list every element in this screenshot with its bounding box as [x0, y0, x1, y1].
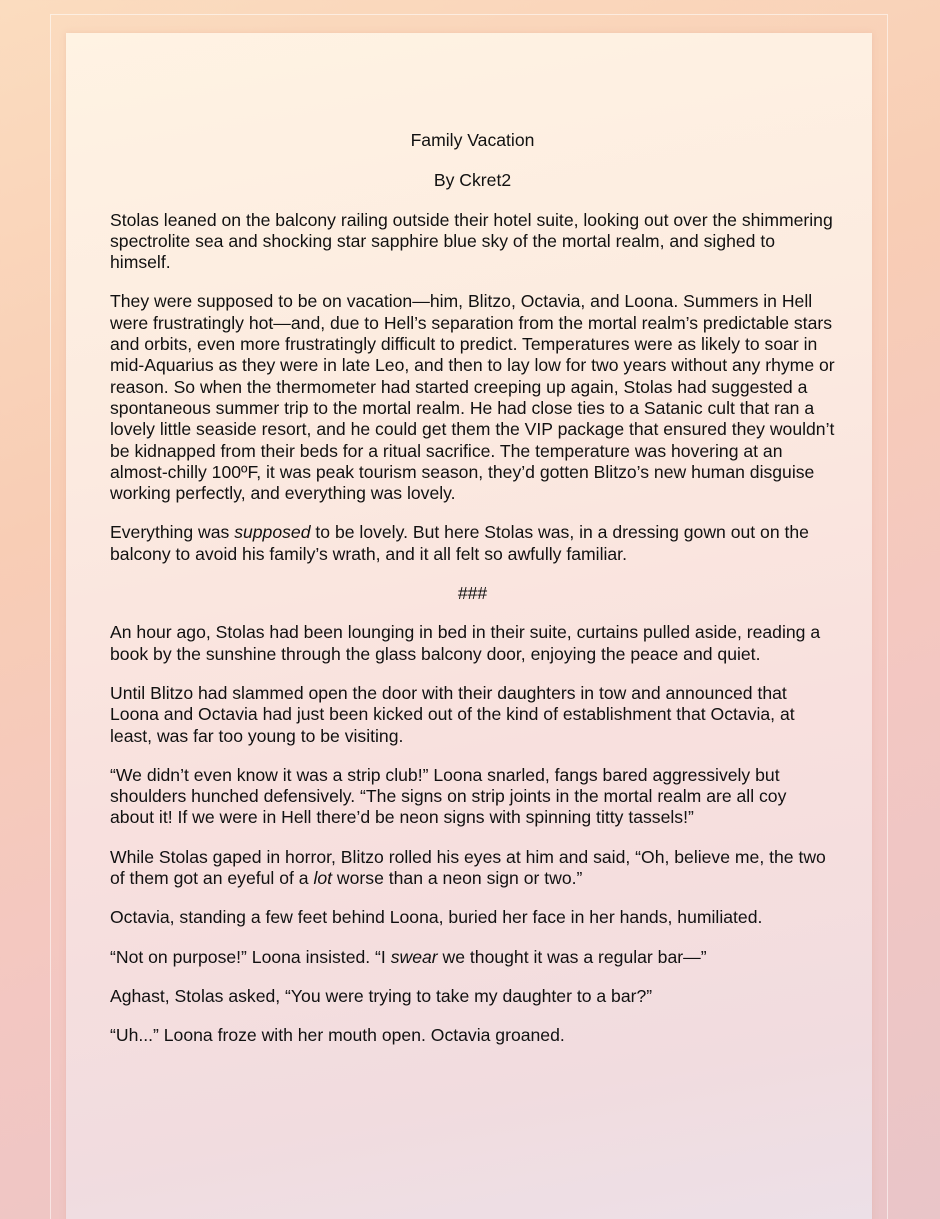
paragraph-text: worse than a neon sign or two.” [332, 868, 583, 889]
emphasis-text: lot [313, 868, 333, 889]
paragraph: They were supposed to be on vacation—him, Blitzo, Octavia, and Loona. Summers in Hell were frustratingly hot—and, due to Hell’s separation from the mortal realm’s predictable stars and orbits, even more frustratingly difficult to predict. Temperatures were as likely to soar in mid-Aquarius as they were in late Leo, and then to lay low for two years without any rhyme or reason. So when the thermometer had started creeping up again, Stolas had suggested a spontaneous summer trip to the mortal realm. He had close ties to a Satanic cult that ran a lovely little seaside resort, and he could get them the VIP package that ensured they wouldn’t be kidnapped from their beds for a ritual sacrifice. The temperature was hovering at an almost-chilly 100ºF, it was peak tourism season, they’d gotten Blitzo’s new human disguise working perfectly, and everything was lovely. [110, 291, 835, 504]
story-content [110, 130, 835, 1065]
story-author: By Ckret2 [433, 170, 512, 191]
paragraph-text: “Not on purpose!” Loona insisted. “I [110, 946, 391, 967]
paragraph: Octavia, standing a few feet behind Loona, buried her face in her hands, humiliated. [110, 907, 763, 928]
paragraph: “We didn’t even know it was a strip club!” Loona snarled, fangs bared aggressively but shoulders hunched defensively. “The signs on strip joints in the mortal realm are all coy about it! If we were in Hell there’d be neon signs with spinning titty tassels!” [110, 764, 787, 828]
story-title: Family Vacation [410, 130, 535, 150]
paragraph [110, 947, 835, 968]
paragraph-text: to be lovely. But here Stolas was, in a dressing gown out on the balcony to avoid his family’s wrath, and it all felt so awfully familiar. [110, 522, 809, 564]
paragraph: An hour ago, Stolas had been lounging in bed in their suite, curtains pulled aside, reading a book by the sunshine through the glass balcony door, enjoying the peace and quiet. [110, 622, 821, 664]
paragraph [110, 847, 835, 890]
paragraph: Stolas leaned on the balcony railing outside their hotel suite, looking out over the shimmering spectrolite sea and shocking star sapphire blue sky of the mortal realm, and sighed to himself. [110, 209, 833, 273]
emphasis-text: swear [390, 946, 438, 967]
paragraph [110, 522, 835, 565]
paragraph: “Uh...” Loona froze with her mouth open. Octavia groaned. [110, 1025, 565, 1046]
paragraph-text: Everything was [110, 522, 235, 543]
scene-separator: ### [457, 583, 488, 604]
emphasis-text: supposed [234, 522, 311, 543]
paragraph: Aghast, Stolas asked, “You were trying to take my daughter to a bar?” [110, 985, 653, 1006]
paragraph-text: we thought it was a regular bar—” [437, 946, 707, 967]
paragraph: Until Blitzo had slammed open the door with their daughters in tow and announced that Loona and Octavia had just been kicked out of the kind of establishment that Octavia, at least, was far too young to be visiting. [110, 682, 795, 746]
paragraph-text: While Stolas gaped in horror, Blitzo rolled his eyes at him and said, “Oh, believe me, the two of them got an eyeful of a [110, 846, 826, 889]
